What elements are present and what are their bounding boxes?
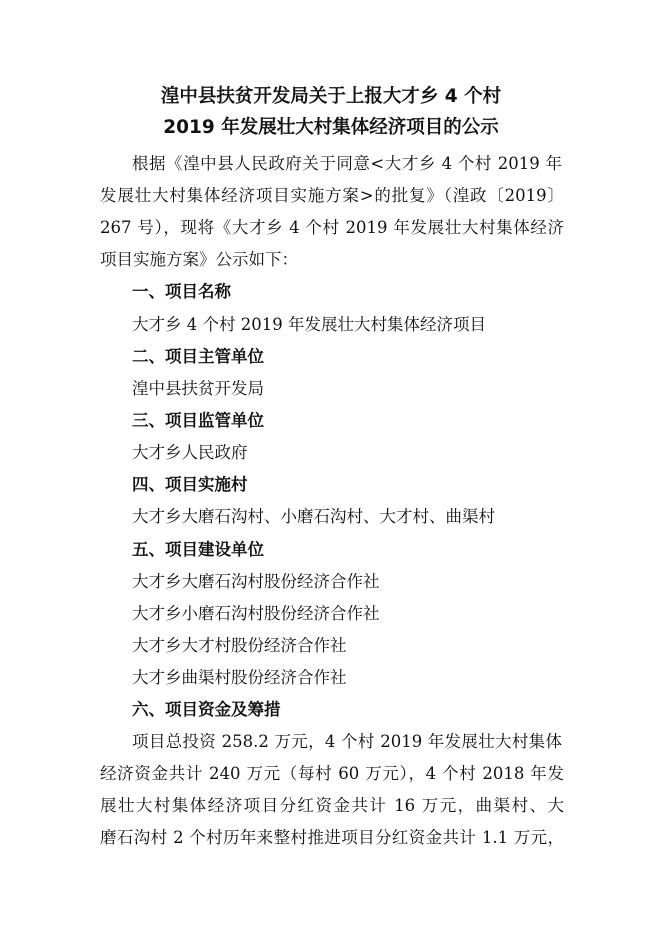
intro-line-4: 项目实施方案》公示如下： <box>100 250 298 269</box>
section-6-heading: 六、项目资金及筹措 <box>132 700 281 719</box>
section-6-line-3: 展壮大村集体经济项目分红资金共计 16 万元，曲渠村、大 <box>100 796 564 815</box>
section-1-content: 大才乡 4 个村 2019 年发展壮大村集体经济项目 <box>132 315 486 334</box>
section-6-line-2: 经济资金共计 240 万元（每村 60 万元），4 个村 2018 年发 <box>100 764 564 783</box>
section-5-item-2: 大才乡小磨石沟村股份经济合作社 <box>132 604 380 623</box>
section-3-heading: 三、项目监管单位 <box>132 411 264 430</box>
intro-line-1: 根据《湟中县人民政府关于同意<大才乡 4 个村 2019 年 <box>132 154 562 173</box>
document-title-line-2: 2019 年发展壮大村集体经济项目的公示 <box>163 117 499 138</box>
section-2-heading: 二、项目主管单位 <box>132 347 264 366</box>
section-6-line-1: 项目总投资 258.2 万元，4 个村 2019 年发展壮大村集体 <box>132 732 562 751</box>
section-3-content: 大才乡人民政府 <box>132 443 248 462</box>
section-1-heading: 一、项目名称 <box>132 282 231 301</box>
section-2-content: 湟中县扶贫开发局 <box>132 379 264 398</box>
section-5-item-1: 大才乡大磨石沟村股份经济合作社 <box>132 572 380 591</box>
section-5-item-3: 大才乡大才村股份经济合作社 <box>132 636 347 655</box>
section-4-heading: 四、项目实施村 <box>132 475 248 494</box>
document-title-line-1: 湟中县扶贫开发局关于上报大才乡 4 个村 <box>160 86 502 107</box>
intro-line-2: 发展壮大村集体经济项目实施方案>的批复》（湟政〔2019〕 <box>100 186 564 205</box>
section-6-line-4: 磨石沟村 2 个村历年来整村推进项目分红资金共计 1.1 万元， <box>100 828 564 847</box>
intro-line-3: 267 号），现将《大才乡 4 个村 2019 年发展壮大村集体经济 <box>100 218 564 237</box>
section-5-heading: 五、项目建设单位 <box>132 540 264 559</box>
section-5-item-4: 大才乡曲渠村股份经济合作社 <box>132 668 347 687</box>
section-4-content: 大才乡大磨石沟村、小磨石沟村、大才村、曲渠村 <box>132 507 495 526</box>
